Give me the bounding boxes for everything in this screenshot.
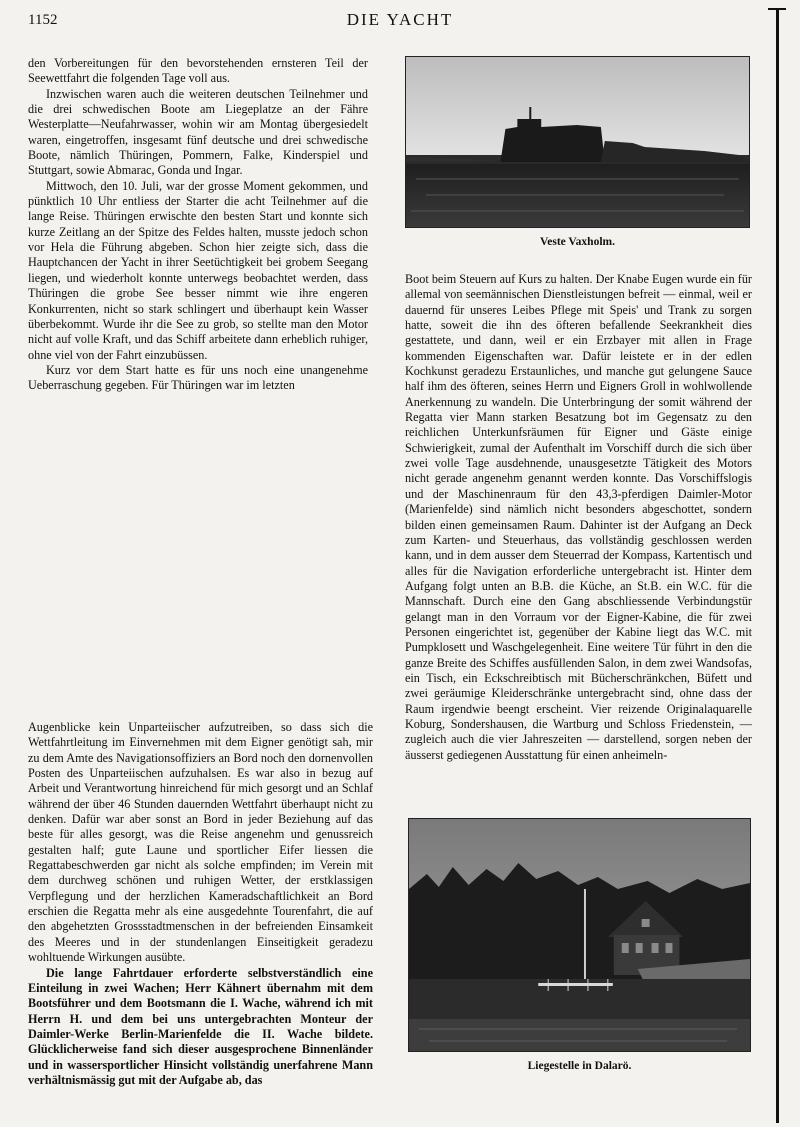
paragraph: Augenblicke kein Unparteiischer aufzutreiben, so dass sich die Wettfahrtleitung im Einvernehmen mit dem Eigner genötigt sah, mir zu dem Amte des Navigationsoffiziers an Bord noch den dornenvollen Posten des Unparteiischen aufzuhalsen. Es war also in bezug auf Arbeit und Verantwortung hinreichend für mich gesorgt und an Schlaf während der über 46 Stunden dauernden Wettfahrt überhaupt nicht zu denken. Dafür war aber sonst an Bord in jeder Beziehung auf das beste für alles gesorgt, was die Reise angenehm und genussreich gestalten half; gute Laune und sportlicher Eifer liessen die Regattabeschwerden gar nicht als solche empfinden; im Verein mit dem durchweg schönen und ruhigen Wetter, der erstklassigen Verpflegung und der herzlichen Kameradschaftlichkeit an Bord erschien die Regatta mehr als eine ausgedehnte Tourenfahrt, die auf den abgehetzten Grossstadtmenschen in der befreienden Einsamkeit des Meeres und in der stundenlangen Einseitigkeit geradezu wohltuende Wirkungen ausübte.: [28, 720, 373, 965]
left-column-bottom-text: [28, 720, 373, 1088]
figure-vaxholm: [405, 56, 750, 248]
figure-caption: Veste Vaxholm.: [540, 236, 615, 248]
running-head: DIE YACHT: [346, 10, 454, 29]
paragraph: Die lange Fahrtdauer erforderte selbstverständlich eine Einteilung in zwei Wachen; Herr Kähnert übernahm mit dem Bootsführer und dem Bootsmann die I. Wache, während ich mit Herrn H. und dem bei uns untergebrachten Monteur der Daimler-Werke Berlin-Marienfelde die II. Wache bildete. Glücklicherweise fand sich dieser ausgesprochene Binnenländer und in wassersportlicher Hinsicht vollständig unerfahrene Mann verhältnismässig gut mit der Aufgabe ab, das: [28, 965, 373, 1087]
page-edge-rule: [776, 8, 779, 1123]
figure-caption: Liegestelle in Dalarö.: [527, 1060, 632, 1072]
figure-dalaro: [408, 818, 751, 1072]
paragraph: Inzwischen waren auch die weiteren deutschen Teilnehmer und die drei schwedischen Boote am Liegeplatze an der Fähre Westerplatte—Neufahrwasser, wohin wir am Montag übergesiedelt waren, eingetroffen, insgesamt fünf deutsche und drei schwedische Boote, nämlich Thüringen, Pommern, Falke, Kinderspiel und Stuttgart, sowie Abmarac, Gonda und Ingar.: [28, 86, 368, 178]
photo-dalaro-mooring: [408, 818, 751, 1052]
page-edge-rule-cap: [768, 8, 786, 10]
right-column-text: [405, 272, 752, 763]
paragraph: Kurz vor dem Start hatte es für uns noch eine unangenehme Ueberraschung gegeben. Für Thüringen war im letzten: [28, 362, 368, 393]
paragraph: Boot beim Steuern auf Kurs zu halten. Der Knabe Eugen wurde ein für allemal von seemännischen Dienstleistungen befreit — einmal, weil er dauernd für unseres Leibes Pflege mit Speis' und Trank zu sorgen hatte, soweit die ihn des öfteren befallende Seekrankheit dies gestattete, und dann, weil er ein Erzbayer mit allen in Frage kommenden Eigenschaften war. Dafür leistete er in der edlen Kochkunst geradezu Erstaunliches, und manche gut gelungene Sauce half ihm des öfteren, seines Herrn und Eigners Groll in wohlwollende Anerkennung zu wandeln. Die Unterbringung der somit während der Regatta vier Mann starken Besatzung bot im Gegensatz zu den reichlichen Unterkunfsräumen für Eigner und Gäste einige Schwierigkeit, zumal der Aufenthalt im Vorschiff durch die sich über zwei volle Tage ausdehnende, unausgesetzte Tätigkeit des Motors nicht gerade angenehm genannt werden konnte. Das Vorschiffslogis und der Maschinenraum für den 43,3-pferdigen Daimler-Motor (Marienfelde) sind nämlich nicht besonders abgeschottet, sondern bilden einen gemeinsamen Raum. Dahinter ist der Aufgang an Deck zum Karten- und Steuerhaus, das vollständig geschlossen werden kann, und in dem ausser dem Steuerrad der Kompass, Kartentisch und alles für die Navigation erforderliche untergebracht ist. Hinter dem Aufgang folgt unten an B.B. die Küche, an St.B. ein W.C. für die Mannschaft. Durch eine den Gang abschliessende Verbindungstür gelangt man in den Vorraum vor der Eigner-Kabine, die für zwei Personen eingerichtet ist, gegenüber der Kabine liegt das W.C. mit Pumpklosett und Waschgelegenheit. Eine weitere Tür führt in den die ganze Breite des Schiffes ausfüllenden Salon, in dem zwei Wandsofas, ein Tisch, ein Eckschreibtisch mit Bücherschränkchen, Büfett und zwei geräumige Kleiderschränke untergebracht sind, ohne dass der Raum irgendwie beengt erscheint. Vier reizende Originalaquarelle Koburg, Sondershausen, die Wartburg und Schloss Friedenstein, — zugleich auch die vier Jahreszeiten — darstellend, sorgen neben der äusserst gediegenen Ausstattung für einen anheimeln-: [405, 272, 752, 762]
paragraph: den Vorbereitungen für den bevorstehenden ernsteren Teil der Seewettfahrt die folgenden Tage voll aus.: [28, 56, 368, 86]
paragraph: Mittwoch, den 10. Juli, war der grosse Moment gekommen, und pünktlich 10 Uhr entliess der Starter die acht Teilnehmer auf die lange Reise. Thüringen erwischte den besten Start und konnte sich kurze Zeitlang an der Spitze des Feldes halten, musste jedoch schon vor Hela die Führung abgeben. Schon hier zeigte sich, dass die Hauptchancen der Yacht in ihrer Seetüchtigkeit bei grobem Seegang liegen, und wiederholt konnte unterwegs beobachtet werden, dass Thüringen die grobe See besser nimmt wie ihre engeren Konkurrenten, nicht so stark schlingert und überhaupt kein Wasser überbekommt. Wurde ihr die See zu grob, so stellte man den Motor nicht auf volle Kraft, und das Schiff arbeitete dann erheblich ruhiger, ohne viel von der Fahrt einzubüssen.: [28, 178, 368, 362]
page-number: 1152: [28, 12, 58, 28]
photo-vaxholm-fortress: [405, 56, 750, 228]
left-column-top-text: [28, 56, 368, 394]
